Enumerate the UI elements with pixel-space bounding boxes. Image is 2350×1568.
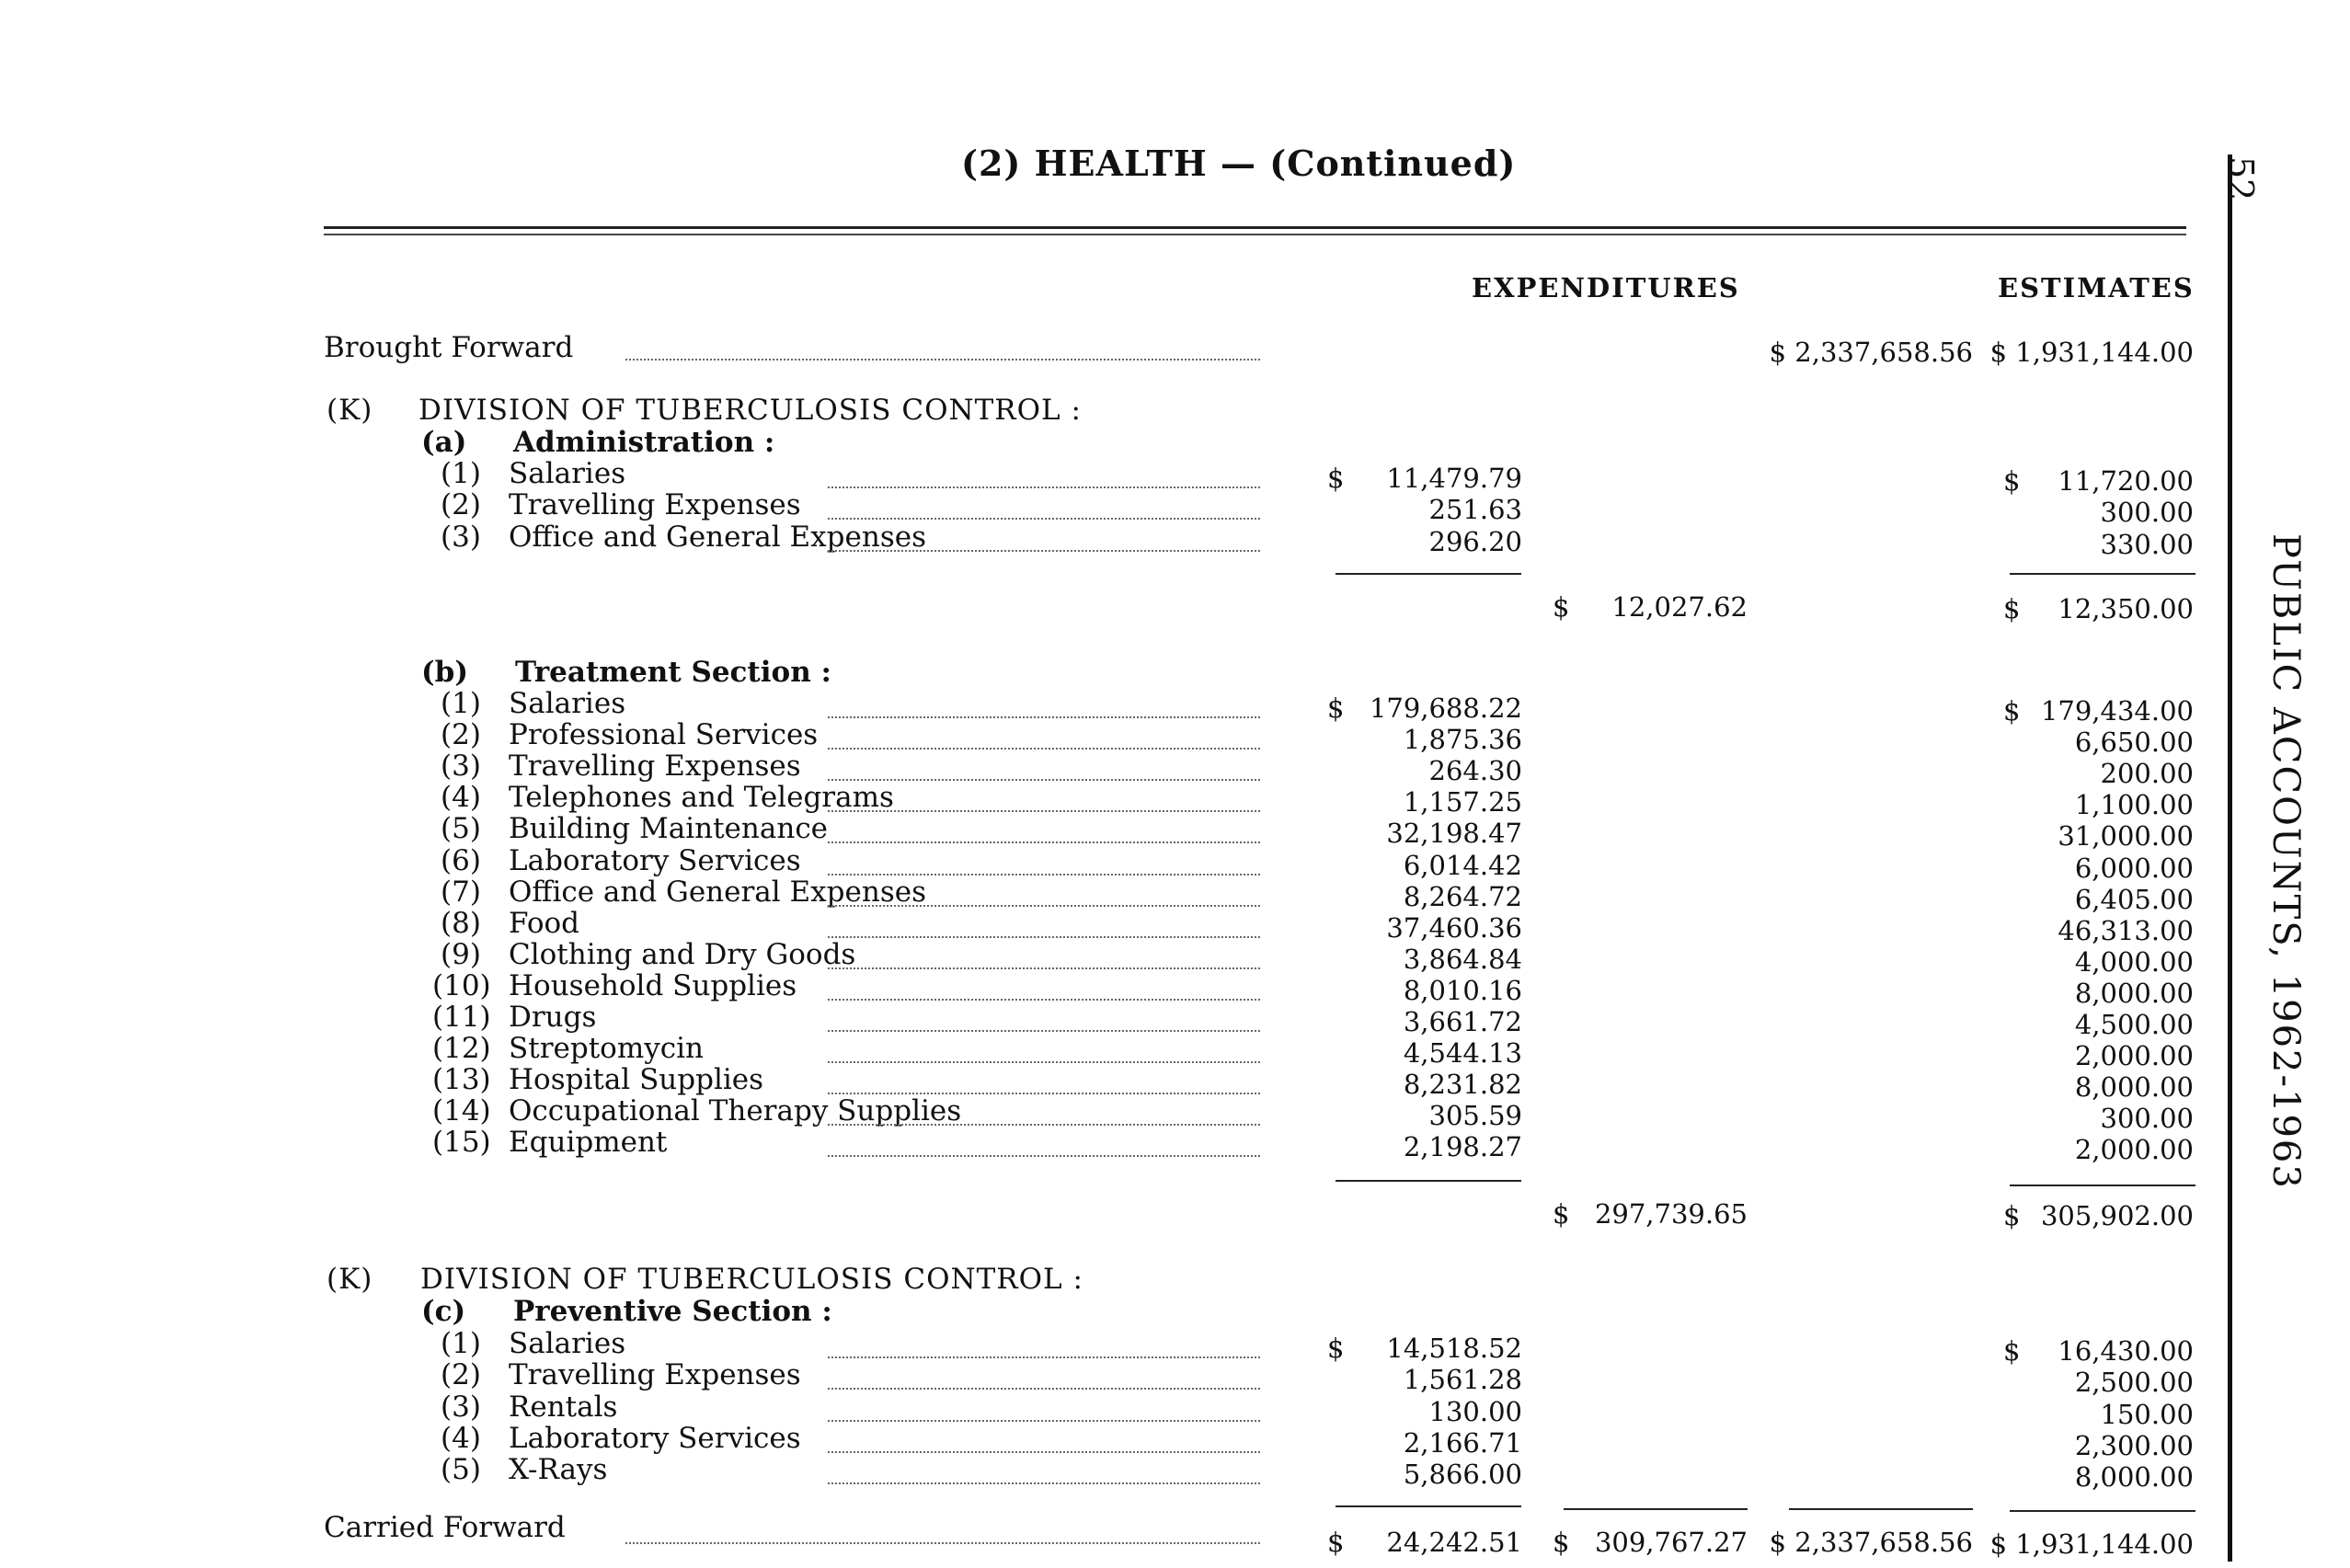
item-number: (10)	[432, 968, 491, 1002]
item-label: Office and General Expenses	[509, 520, 926, 554]
carried-forward-label: Carried Forward	[324, 1511, 566, 1544]
item-estimate: 300.00	[2100, 497, 2194, 529]
item-expenditure: 2,166.71	[1403, 1426, 1522, 1459]
item-label: X-Rays	[509, 1453, 608, 1487]
currency-symbol: $	[1553, 591, 1570, 623]
item-estimate: 6,000.00	[2074, 852, 2194, 884]
leader-dots	[828, 1030, 1260, 1032]
item-estimate: 8,000.00	[2074, 1071, 2194, 1104]
item-expenditure: 179,688.22	[1369, 692, 1522, 724]
estimates-column-header: ESTIMATES	[1998, 272, 2195, 303]
item-expenditure: 2,198.27	[1403, 1131, 1522, 1163]
currency-symbol: $	[1553, 1198, 1570, 1230]
header-rule-secondary	[324, 234, 2186, 235]
division-code: (K)	[327, 394, 373, 427]
section-b-subtotal: 297,739.65	[1594, 1198, 1748, 1230]
item-number: (15)	[432, 1126, 491, 1160]
item-label: Laboratory Services	[509, 1421, 801, 1455]
item-estimate: 16,430.00	[2058, 1335, 2194, 1367]
item-expenditure: 251.63	[1428, 494, 1522, 526]
item-expenditure: 1,157.25	[1403, 786, 1522, 818]
item-number: (3)	[441, 520, 481, 554]
item-expenditure: 32,198.47	[1386, 818, 1522, 850]
item-estimate: 8,000.00	[2074, 977, 2194, 1009]
item-number: (1)	[441, 457, 481, 490]
leader-dots	[828, 748, 1260, 750]
item-estimate: 2,000.00	[2074, 1040, 2194, 1072]
item-expenditure: 14,518.52	[1386, 1333, 1522, 1364]
item-number: (2)	[441, 488, 481, 522]
currency-symbol: $	[1553, 1527, 1570, 1558]
item-estimate: 6,405.00	[2074, 883, 2194, 915]
division-code: (K)	[327, 1263, 373, 1296]
item-estimate: 1,100.00	[2074, 789, 2194, 821]
total-rule	[2010, 1510, 2195, 1512]
item-estimate: 11,720.00	[2058, 465, 2194, 497]
currency-symbol: $	[1327, 463, 1345, 494]
item-number: (6)	[441, 843, 481, 877]
item-number: (12)	[432, 1032, 491, 1066]
item-estimate: 46,313.00	[2058, 914, 2194, 946]
leader-dots	[828, 1420, 1260, 1422]
item-estimate: 300.00	[2100, 1103, 2194, 1135]
item-expenditure: 130.00	[1428, 1395, 1522, 1427]
brought-forward-expenditure-total: $ 2,337,658.56	[1769, 337, 1973, 368]
item-number: (13)	[432, 1063, 491, 1097]
currency-symbol: $	[1327, 692, 1345, 724]
item-label: Hospital Supplies	[509, 1063, 764, 1097]
item-label: Salaries	[509, 1327, 626, 1360]
expenditures-column-header: EXPENDITURES	[1472, 272, 1740, 303]
item-estimate: 150.00	[2100, 1398, 2194, 1430]
estimate-subtotal-rule	[2010, 1185, 2195, 1186]
leader-dots	[828, 999, 1260, 1001]
item-estimate: 8,000.00	[2074, 1461, 2194, 1494]
section-b-estimate-total: 305,902.00	[2040, 1200, 2194, 1231]
currency-symbol: $	[2003, 1335, 2021, 1367]
item-estimate: 4,500.00	[2074, 1009, 2194, 1040]
leader-dots	[828, 1356, 1260, 1358]
side-title: PUBLIC ACCOUNTS, 1962-1963	[2264, 533, 2307, 1190]
leader-dots	[828, 967, 1260, 969]
section-c-title: Preventive Section :	[513, 1295, 832, 1328]
item-number: (1)	[441, 687, 481, 720]
item-label: Building Maintenance	[509, 812, 829, 846]
leader-dots	[828, 1155, 1260, 1157]
margin-bar	[2228, 155, 2232, 1562]
leader-dots	[625, 1542, 1260, 1544]
item-expenditure: 3,864.84	[1403, 943, 1522, 975]
page-number: 52	[2220, 156, 2261, 201]
item-label: Household Supplies	[509, 968, 797, 1002]
item-expenditure: 296.20	[1428, 525, 1522, 557]
item-label: Travelling Expenses	[509, 750, 801, 784]
item-label: Travelling Expenses	[509, 488, 801, 522]
leader-dots	[828, 905, 1260, 907]
item-expenditure: 5,866.00	[1403, 1459, 1522, 1491]
item-number: (7)	[441, 875, 481, 909]
division-title: DIVISION OF TUBERCULOSIS CONTROL :	[418, 394, 1082, 427]
item-expenditure: 305.59	[1428, 1100, 1522, 1132]
item-number: (8)	[441, 906, 481, 940]
item-label: Office and General Expenses	[509, 875, 926, 909]
item-number: (4)	[441, 781, 481, 815]
item-label: Laboratory Services	[509, 843, 801, 877]
item-label: Travelling Expenses	[509, 1358, 801, 1392]
leader-dots	[828, 1061, 1260, 1063]
leader-dots	[828, 841, 1260, 843]
item-expenditure: 8,010.16	[1403, 974, 1522, 1006]
item-label: Equipment	[509, 1126, 668, 1160]
item-label: Food	[509, 906, 579, 940]
total-rule	[1564, 1508, 1748, 1510]
item-number: (3)	[441, 1390, 481, 1424]
item-estimate: 200.00	[2100, 758, 2194, 790]
header-rule	[324, 226, 2186, 229]
subtotal-rule	[1335, 573, 1521, 575]
currency-symbol: $	[2003, 593, 2021, 624]
leader-dots	[828, 1388, 1260, 1390]
currency-symbol: $	[2003, 695, 2021, 727]
carried-forward-subtotal: 309,767.27	[1594, 1527, 1748, 1558]
leader-dots	[625, 359, 1260, 361]
item-estimate: 179,434.00	[2040, 695, 2194, 727]
carried-forward-estimate: $ 1,931,144.00	[1989, 1528, 2194, 1560]
item-label: Occupational Therapy Supplies	[509, 1094, 962, 1128]
item-label: Streptomycin	[509, 1032, 704, 1066]
item-number: (5)	[441, 1453, 481, 1487]
subtotal-rule	[1335, 1180, 1521, 1182]
section-b-code: (b)	[421, 656, 469, 689]
item-expenditure: 6,014.42	[1403, 849, 1522, 881]
leader-dots	[828, 1124, 1260, 1126]
section-a-title: Administration :	[513, 426, 775, 459]
leader-dots	[828, 810, 1260, 812]
item-number: (14)	[432, 1094, 491, 1128]
item-expenditure: 1,561.28	[1403, 1364, 1522, 1396]
item-estimate: 6,650.00	[2074, 727, 2194, 759]
total-rule	[1335, 1505, 1521, 1507]
item-expenditure: 37,460.36	[1386, 911, 1522, 944]
leader-dots	[828, 936, 1260, 938]
currency-symbol: $	[1327, 1527, 1345, 1558]
item-expenditure: 3,661.72	[1403, 1006, 1522, 1037]
leader-dots	[828, 1451, 1260, 1453]
leader-dots	[828, 550, 1260, 552]
item-expenditure: 8,231.82	[1403, 1069, 1522, 1101]
item-number: (3)	[441, 750, 481, 784]
total-rule	[1789, 1508, 1973, 1510]
item-expenditure: 1,875.36	[1403, 724, 1522, 756]
item-number: (2)	[441, 1358, 481, 1392]
item-expenditure: 11,479.79	[1386, 463, 1522, 494]
division-title: DIVISION OF TUBERCULOSIS CONTROL :	[420, 1263, 1083, 1296]
leader-dots	[828, 716, 1260, 718]
item-expenditure: 4,544.13	[1403, 1037, 1522, 1070]
item-label: Clothing and Dry Goods	[509, 937, 856, 971]
item-number: (1)	[441, 1327, 481, 1360]
page-title: (2) HEALTH — (Continued)	[961, 143, 1517, 184]
section-c-code: (c)	[421, 1295, 466, 1328]
item-expenditure: 264.30	[1428, 755, 1522, 787]
item-label: Professional Services	[509, 718, 819, 752]
item-estimate: 31,000.00	[2058, 820, 2194, 853]
currency-symbol: $	[2003, 465, 2021, 497]
item-label: Telephones and Telegrams	[509, 781, 894, 815]
item-number: (5)	[441, 812, 481, 846]
item-number: (2)	[441, 718, 481, 752]
section-a-code: (a)	[421, 426, 467, 459]
section-b-title: Treatment Section :	[515, 656, 831, 689]
item-label: Drugs	[509, 1001, 597, 1034]
item-label: Salaries	[509, 687, 626, 720]
item-estimate: 2,500.00	[2074, 1367, 2194, 1399]
section-a-subtotal: 12,027.62	[1611, 591, 1748, 623]
item-number: (9)	[441, 937, 481, 971]
carried-forward-expenditure-total: $ 2,337,658.56	[1769, 1527, 1973, 1558]
leader-dots	[828, 1482, 1260, 1484]
item-label: Rentals	[509, 1390, 618, 1424]
brought-forward-estimate: $ 1,931,144.00	[1989, 337, 2194, 368]
item-number: (11)	[432, 1001, 491, 1034]
leader-dots	[828, 486, 1260, 488]
brought-forward-label: Brought Forward	[324, 331, 574, 364]
estimate-subtotal-rule	[2010, 573, 2195, 575]
currency-symbol: $	[2003, 1200, 2021, 1231]
item-estimate: 330.00	[2100, 528, 2194, 560]
section-a-estimate-total: 12,350.00	[2058, 593, 2194, 624]
item-estimate: 2,000.00	[2074, 1134, 2194, 1166]
carried-forward-expenditure: 24,242.51	[1386, 1527, 1522, 1558]
item-label: Salaries	[509, 457, 626, 490]
item-estimate: 4,000.00	[2074, 945, 2194, 978]
item-expenditure: 8,264.72	[1403, 880, 1522, 912]
currency-symbol: $	[1327, 1333, 1345, 1364]
item-estimate: 2,300.00	[2074, 1429, 2194, 1461]
item-number: (4)	[441, 1421, 481, 1455]
